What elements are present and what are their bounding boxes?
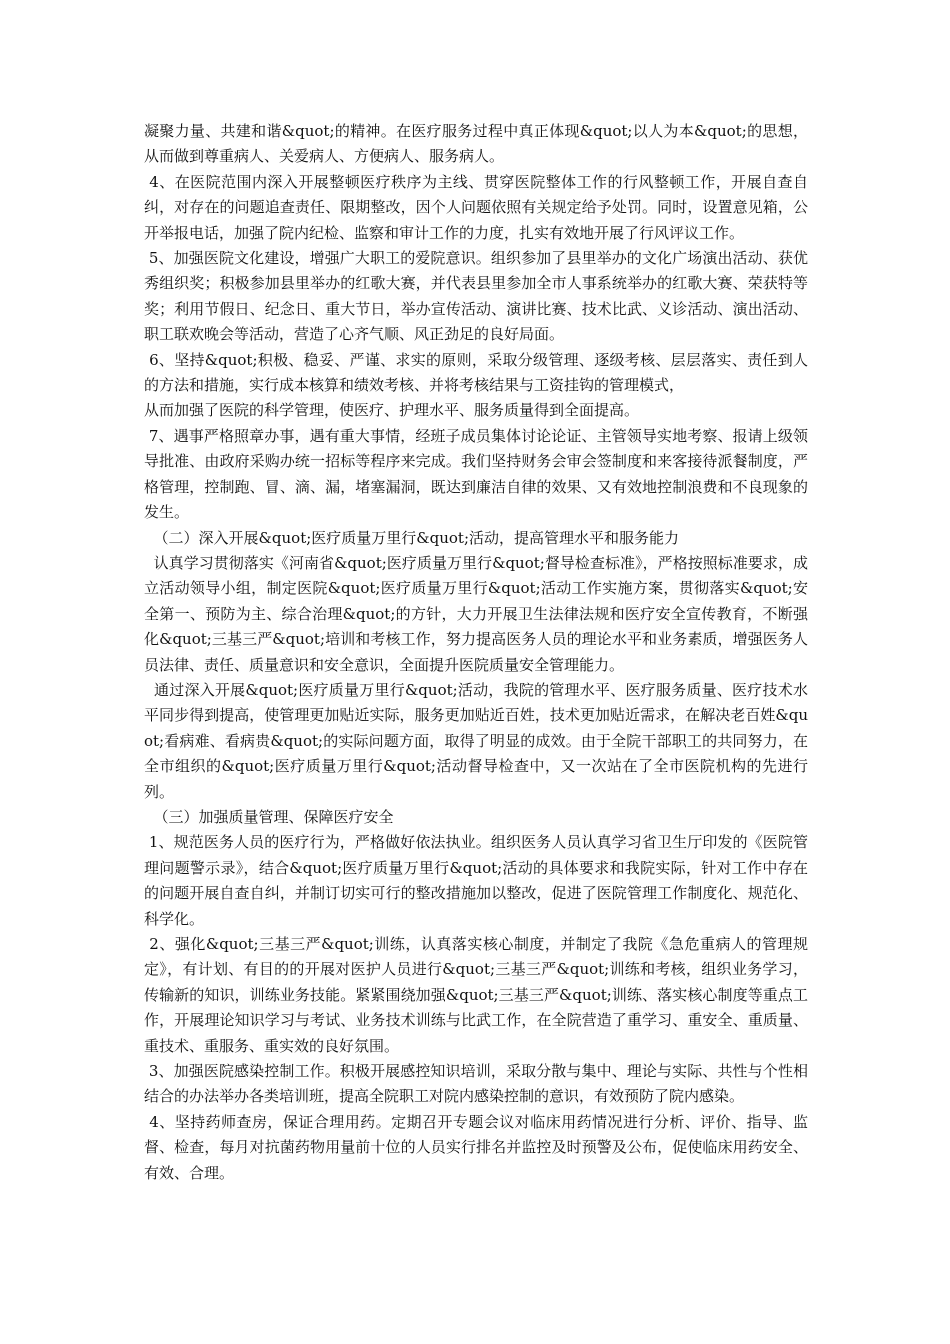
paragraph-6: 7、遇事严格照章办事，遇有重大事情，经班子成员集体讨论论证、主管领导实地考察、报请上级领导批准、由政府采购办统一招标等程序来完成。我们坚持财务会审会签制度和来客接待派餐制度，严格管理，控制跑、冒、滴、漏，堵塞漏洞，既达到廉洁自律的效果、又有效地控制浪费和不良现象的发生。 xyxy=(144,426,808,522)
paragraph-12: 4、坚持药师查房，保证合理用药。定期召开专题会议对临床用药情况进行分析、评价、指导、监督、检查，每月对抗菌药物用量前十位的人员实行排名并监控及时预警及公布，促使临床用药安全、有效、合理。 xyxy=(144,1112,808,1182)
paragraph-8: 通过深入开展&quot;医疗质量万里行&quot;活动，我院的管理水平、医疗服务质量、医疗技术水平同步得到提高，使管理更加贴近实际，服务更加贴近百姓，技术更加贴近需求，在解决老百姓&quot;看病难、看病贵&quot;的实际问题方面，取得了明显的成效。由于全院干部职工的共同努力，在全市组织的&quot;医疗质量万里行&quot;活动督导检查中，又一次站在了全市医院机构的先进行列。 xyxy=(144,680,808,801)
paragraph-7: 认真学习贯彻落实《河南省&quot;医疗质量万里行&quot;督导检查标准》，严格按照标准要求，成立活动领导小组，制定医院&quot;医疗质量万里行&quot;活动工作实施方案，贯彻落实&quot;安全第一、预防为主、综合治理&quot;的方针，大力开展卫生法律法规和医疗安全宣传教育，不断强化&quot;三基三严&quot;培训和考核工作，努力提高医务人员的理论水平和业务素质，增强医务人员法律、责任、质量意识和安全意识，全面提升医院质量安全管理能力。 xyxy=(144,553,808,674)
paragraph-4: 6、坚持&quot;积极、稳妥、严谨、求实的原则，采取分级管理、逐级考核、层层落实、责任到人的方法和措施，实行成本核算和绩效考核、并将考核结果与工资挂钩的管理模式， xyxy=(144,350,808,395)
paragraph-3: 5、加强医院文化建设，增强广大职工的爱院意识。组织参加了县里举办的文化广场演出活动、获优秀组织奖；积极参加县里举办的红歌大赛，并代表县里参加全市人事系统举办的红歌大赛、荣获特等奖；利用节假日、纪念日、重大节日，举办宣传活动、演讲比赛、技术比武、义诊活动、演出活动、职工联欢晚会等活动，营造了心齐气顺、风正劲足的良好局面。 xyxy=(144,249,808,344)
document-body xyxy=(144,119,808,1186)
paragraph-9: 1、规范医务人员的医疗行为，严格做好依法执业。组织医务人员认真学习省卫生厅印发的《医院管理问题警示录》，结合&quot;医疗质量万里行&quot;活动的具体要求和我院实际，针对工作中存在的问题开展自查自纠，并制订切实可行的整改措施加以整改，促进了医院管理工作制度化、规范化、科学化。 xyxy=(144,833,808,928)
paragraph-1: 凝聚力量、共建和谐&quot;的精神。在医疗服务过程中真正体现&quot;以人为本&quot;的思想，从而做到尊重病人、关爱病人、方便病人、服务病人。 xyxy=(144,122,808,166)
paragraph-10: 2、强化&quot;三基三严&quot;训练，认真落实核心制度，并制定了我院《急危重病人的管理规定》，有计划、有目的的开展对医护人员进行&quot;三基三严&quot;训练和考核，组织业务学习，传输新的知识，训练业务技能。紧紧围绕加强&quot;三基三严&quot;训练、落实核心制度等重点工作，开展理论知识学习与考试、业务技术训练与比武工作，在全院营造了重学习、重安全、重质量、重技术、重服务、重实效的良好氛围。 xyxy=(144,935,808,1055)
section-heading-3: （三）加强质量管理、保障医疗安全 xyxy=(144,807,394,826)
paragraph-11: 3、加强医院感染控制工作。积极开展感控知识培训，采取分散与集中、理论与实际、共性与个性相结合的办法举办各类培训班，提高全院职工对院内感染控制的意识，有效预防了院内感染。 xyxy=(144,1062,808,1106)
paragraph-5: 从而加强了医院的科学管理，使医疗、护理水平、服务质量得到全面提高。 xyxy=(144,401,640,420)
paragraph-2: 4、在医院范围内深入开展整顿医疗秩序为主线、贯穿医院整体工作的行风整顿工作，开展自查自纠，对存在的问题追查责任、限期整改，因个人问题依照有关规定给予处罚。同时，设置意见箱，公开举报电话，加强了院内纪检、监察和审计工作的力度，扎实有效地开展了行风评议工作。 xyxy=(144,172,808,242)
section-heading-2: （二）深入开展&quot;医疗质量万里行&quot;活动，提高管理水平和服务能力 xyxy=(144,528,680,547)
